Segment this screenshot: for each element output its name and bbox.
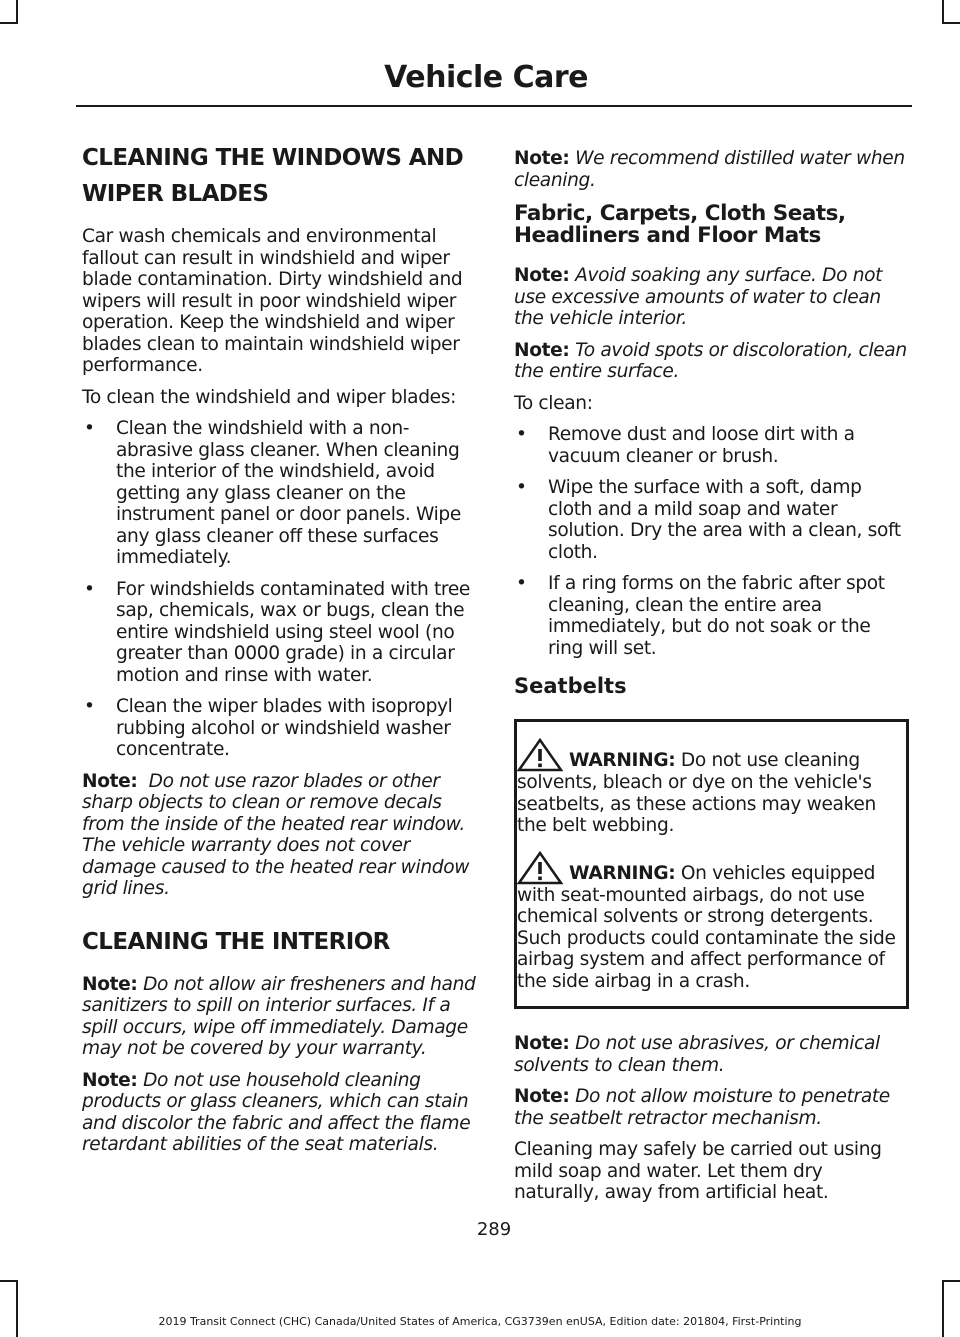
warning-airbags xyxy=(517,851,906,993)
note-text: We recommend distilled water when cleaning. xyxy=(514,148,905,191)
warning-text: On vehicles equipped with seat-mounted airbags, do not use chemical solvents or strong detergents. Such products could contaminate the side airbag system and affect performance of the side airbag in a crash. xyxy=(517,862,896,992)
bullet-glyph: • xyxy=(84,696,95,717)
heading-fabric-carpets: Fabric, Carpets, Cloth Seats, Headliners and Floor Mats xyxy=(514,201,846,248)
note-label: Note: xyxy=(514,339,570,361)
warning-solvents xyxy=(517,738,906,837)
note-distilled-water xyxy=(514,148,909,191)
bullet-glyph: • xyxy=(84,578,95,600)
list-item xyxy=(514,477,909,563)
note-label: Note: xyxy=(82,973,138,995)
list-item-text: Wipe the surface with a soft, damp cloth and a mild soap and water solution. Dry the area with a clean, soft cloth. xyxy=(548,477,901,563)
bullet-glyph: • xyxy=(516,477,527,498)
section-title: Vehicle Care xyxy=(384,60,588,95)
crop-mark-top-left-v xyxy=(16,0,18,24)
list-item-text: If a ring forms on the fabric after spot cleaning, clean the entire area immediately, but do not soak or the ring will set. xyxy=(548,573,885,659)
list-item-text: For windshields contaminated with tree sap, chemicals, wax or bugs, clean the entire windshield using steel wool (no greater than 0000 grade) in a circular motion and rinse with water. xyxy=(116,578,470,686)
crop-mark-top-right-h xyxy=(942,22,960,24)
note-household-products xyxy=(82,1070,477,1156)
fabric-bullet-list xyxy=(514,424,909,659)
note-text: Do not allow air fresheners and hand sanitizers to spill on interior surfaces. If a spill occurs, wipe off immediately. Damage may not be covered by your warranty. xyxy=(82,973,476,1059)
list-item-text: Clean the wiper blades with isopropyl rubbing alcohol or windshield washer concentrate. xyxy=(116,696,453,760)
crop-mark-top-left-h xyxy=(0,22,18,24)
warning-box xyxy=(514,719,909,1009)
note-label: Note: xyxy=(514,1033,570,1054)
note-text: Do not use abrasives, or chemical solvents to clean them. xyxy=(514,1033,880,1076)
paragraph-soap-water: Cleaning may safely be carried out using mild soap and water. Let them dry naturally, away from artificial heat. xyxy=(514,1139,882,1203)
paragraph-intro: Car wash chemicals and environmental fallout can result in windshield and wiper blade contamination. Dirty windshield and wipers will result in poor windshield wiper operation. Keep the windshield and wiper blades clean to maintain windshield wiper performance. xyxy=(82,226,463,376)
note-text: Avoid soaking any surface. Do not use excessive amounts of water to clean the vehicle interior. xyxy=(514,265,883,329)
list-item-text: Remove dust and loose dirt with a vacuum cleaner or brush. xyxy=(548,424,855,467)
note-razor-blades xyxy=(82,771,477,900)
crop-mark-bottom-right-v xyxy=(942,1280,944,1337)
warning-label: WARNING: xyxy=(569,862,676,884)
bullet-glyph: • xyxy=(516,573,527,594)
bullet-glyph: • xyxy=(84,418,95,439)
footer-edition-info: 2019 Transit Connect (CHC) Canada/United States of America, CG3739en enUSA, Edition date: 201804, First-Printing xyxy=(158,1315,802,1328)
paragraph-to-clean: To clean: xyxy=(514,392,593,414)
list-item xyxy=(82,418,477,569)
paragraph-to-clean-windshield: To clean the windshield and wiper blades: xyxy=(82,386,457,408)
warning-label: WARNING: xyxy=(569,750,676,771)
note-air-fresheners xyxy=(82,974,477,1060)
note-text: Do not use razor blades or other sharp objects to clean or remove decals from the inside of the heated rear window. The vehicle warranty does not cover damage caused to the heated rear window grid lines. xyxy=(82,770,470,899)
crop-mark-bottom-left-v xyxy=(16,1280,18,1337)
windshield-bullet-list xyxy=(82,418,477,761)
note-label: Note: xyxy=(82,770,138,792)
note-text: Do not use household cleaning products or glass cleaners, which can stain and discolor the fabric and affect the flame retardant abilities of the seat materials. xyxy=(82,1069,471,1155)
note-abrasives xyxy=(514,1033,909,1076)
list-item xyxy=(514,424,909,467)
note-label: Note: xyxy=(514,265,570,286)
header-divider xyxy=(76,105,912,107)
right-column xyxy=(514,140,909,1214)
warning-triangle-icon xyxy=(517,851,563,885)
left-column xyxy=(82,140,477,1166)
warning-triangle-icon xyxy=(517,738,563,772)
bullet-glyph: • xyxy=(516,424,527,445)
note-label: Note: xyxy=(514,148,570,169)
note-label: Note: xyxy=(514,1086,570,1107)
crop-mark-bottom-right-h xyxy=(942,1280,960,1282)
list-item-text: Clean the windshield with a non-abrasive glass cleaner. When cleaning the interior of the windshield, avoid getting any glass cleaner on the instrument panel or door panels. Wipe any glass cleaner off these surfaces immediately. xyxy=(116,418,461,568)
list-item xyxy=(82,696,477,761)
heading-cleaning-interior: CLEANING THE INTERIOR xyxy=(82,928,390,955)
note-avoid-soaking xyxy=(514,265,909,330)
note-text: To avoid spots or discoloration, clean the entire surface. xyxy=(514,339,907,382)
note-text: Do not allow moisture to penetrate the seatbelt retractor mechanism. xyxy=(514,1086,890,1129)
note-moisture xyxy=(514,1086,909,1129)
note-label: Note: xyxy=(82,1069,138,1091)
note-avoid-spots xyxy=(514,340,909,383)
list-item xyxy=(514,573,909,659)
heading-cleaning-windows: CLEANING THE WINDOWS AND WIPER BLADES xyxy=(82,145,464,207)
page-number: 289 xyxy=(476,1219,512,1240)
list-item xyxy=(82,579,477,687)
warning-text: Do not use cleaning solvents, bleach or dye on the vehicle's seatbelts, as these actions may weaken the belt webbing. xyxy=(517,750,876,836)
crop-mark-top-right-v xyxy=(942,0,944,24)
heading-seatbelts: Seatbelts xyxy=(514,674,627,698)
crop-mark-bottom-left-h xyxy=(0,1280,18,1282)
